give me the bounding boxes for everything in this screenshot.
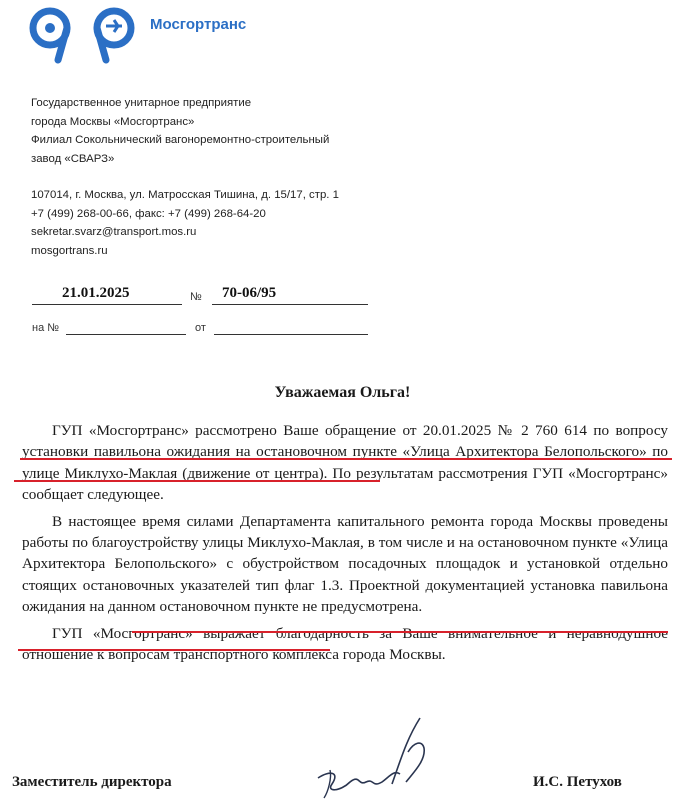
org-line: Государственное унитарное предприятие: [31, 97, 252, 109]
paragraph: ГУП «Мосгортранс» выражает благодарность за Ваше внимательное и неравнодушное отношение к вопросам транспортного комплекса города Москвы.: [22, 624, 668, 664]
email: sekretar.svarz@transport.mos.ru: [31, 226, 197, 238]
signatory-position: Заместитель директора: [12, 774, 172, 790]
signatory-name: И.С. Петухов: [533, 774, 622, 790]
highlight-underline: [132, 631, 668, 633]
organization-block: [31, 94, 391, 168]
contacts-block: [31, 186, 411, 260]
number-line: [212, 304, 368, 305]
address: 107014, г. Москва, ул. Матросская Тишина, д. 15/17, стр. 1: [31, 189, 339, 201]
org-line: завод «СВАРЗ»: [31, 152, 115, 165]
from-label: от: [195, 322, 206, 334]
date-line: [32, 304, 182, 305]
handwritten-signature: [310, 712, 440, 805]
highlight-underline: [18, 649, 330, 651]
registration-number: 70-06/95: [222, 285, 277, 301]
registration-date: 21.01.2025: [62, 285, 130, 301]
paragraph: В настоящее время силами Департамента капитального ремонта города Москвы проведены работы по благоустройству улицы Миклухо-Маклая, в том числе и на остановочном пункте «Улица Архитектора Белопольского» с обустройством посадочных площадок и установкой отдельно стоящих остановочных указателей тип флаг 1.3. Проектной документацией установка павильона ожидания на данном остановочном пункте не предусмотрена.: [22, 512, 668, 616]
highlight-underline: [14, 480, 380, 482]
brand-name: Мосгортранс: [150, 16, 247, 33]
number-label: №: [190, 291, 202, 303]
from-line: [214, 334, 368, 335]
org-line: Филиал Сокольнический вагоноремонтно-строительный: [31, 134, 330, 146]
website: mosgortrans.ru: [31, 244, 108, 257]
org-line: города Москвы «Мосгортранс»: [31, 115, 195, 128]
logo-nines-icon: [22, 4, 142, 66]
ref-line: [66, 334, 186, 335]
paragraph: ГУП «Мосгортранс» рассмотрено Ваше обращение от 20.01.2025 № 2 760 614 по вопросу установки павильона ожидания на остановочном пункте «Улица Архитектора Белопольского» по улице Миклухо-Маклая (движение от центра). По результатам рассмотрения ГУП «Мосгортранс» сообщает следующее.: [22, 422, 668, 504]
highlight-underline: [20, 458, 672, 460]
phones: +7 (499) 268-00-66, факс: +7 (499) 268-64-20: [31, 207, 266, 220]
greeting: Уважаемая Ольга!: [274, 384, 411, 401]
ref-label: на №: [32, 322, 60, 334]
